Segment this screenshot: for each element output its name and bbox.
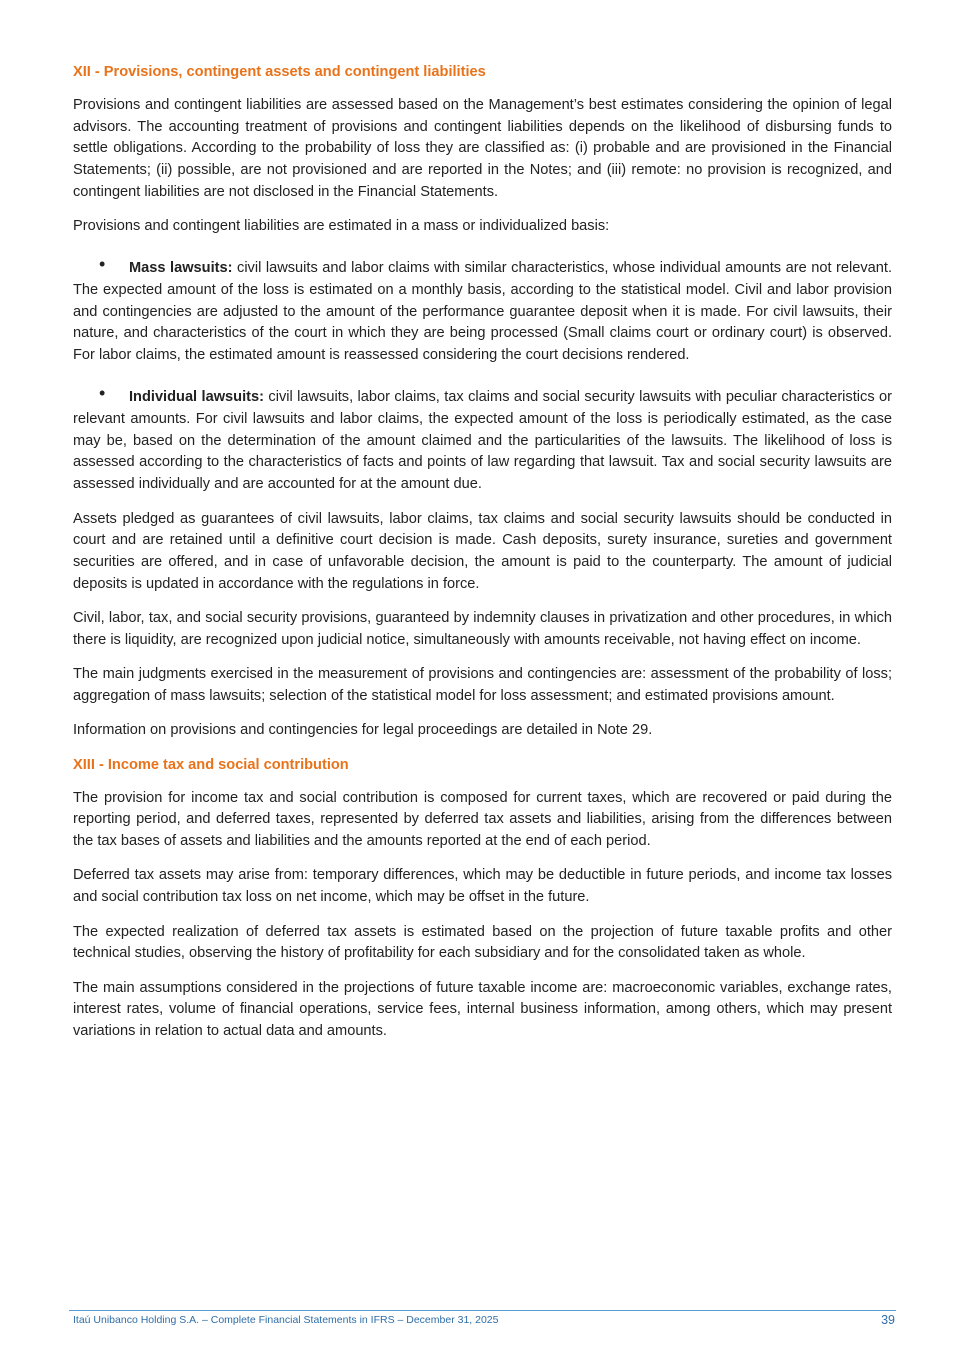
paragraph: The expected realization of deferred tax assets is estimated based on the projection of future taxable profits and other technical studies, observing the history of profitability for each subsidiary and for the consolidated taken as whole.: [73, 923, 892, 962]
bullet-term: Individual lawsuits:: [129, 389, 264, 406]
paragraph: Provisions and contingent liabilities are assessed based on the Management’s best estimates considering the opinion of legal advisors. The accounting treatment of provisions and contingent liabilities depends on the likelihood of disbursing funds to settle obligations. According to the probability of loss they are classified as: (i) probable and are provisioned in the Financial Statements; (ii) possible, are not provisioned and are reported in the Notes; and (iii) remote: no provision is recognized, and contingent liabilities are not disclosed in the Financial Statements.: [73, 96, 892, 200]
paragraph: The main judgments exercised in the measurement of provisions and contingencies are: assessment of the probability of loss; aggregation of mass lawsuits; selection of the statistical model for loss assessment; and estimated provisions amount.: [73, 666, 892, 705]
footer-divider: [69, 1310, 896, 1311]
bullet-text: civil lawsuits and labor claims with similar characteristics, whose individual amounts are not relevant. The expected amount of the loss is estimated on a monthly basis, according to the statistical model. Civil and labor provision and contingencies are adjusted to the amount of the performance guarantee deposit when it is made. For civil lawsuits, their nature, and characteristics of the court in which they are being processed (Small claims court or ordinary court) is observed. For labor claims, the estimated amount is reassessed considering the court decisions rendered.: [73, 260, 892, 364]
bullet-text: civil lawsuits, labor claims, tax claims and social security lawsuits with peculiar characteristics or relevant amounts. For civil lawsuits and labor claims, the expected amount of the loss is periodically estimated, as the case may be, based on the determination of the amount claimed and the particularities of the lawsuits. The likelihood of loss is assessed according to the characteristics of facts and points of law regarding that lawsuit. Tax and social security lawsuits are assessed individually and are accounted for at the amount due.: [73, 389, 893, 493]
paragraph: Information on provisions and contingencies for legal proceedings are detailed in Note 29.: [73, 722, 653, 739]
footer-text: Itaú Unibanco Holding S.A. – Complete Financial Statements in IFRS – December 31, 2025: [73, 1314, 499, 1326]
bullet-item-mass-lawsuits: • Mass lawsuits: civil lawsuits and labor claims with similar characteristics, whose individual amounts are not relevant. The expected amount of the loss is estimated on a monthly basis, according to the statistical model. Civil and labor provision and contingencies are adjusted to the amount of the performance guarantee deposit when it is made. For civil lawsuits, their nature, and characteristics of the court in which they are being processed (Small claims court or ordinary court) is observed. For labor claims, the estimated amount is reassessed considering the court decisions rendered.: [73, 254, 892, 364]
section-heading-income-tax: XIII - Income tax and social contribution: [73, 756, 349, 773]
bullet-item-individual-lawsuits: • Individual lawsuits: civil lawsuits, labor claims, tax claims and social security lawsuits with peculiar characteristics or relevant amounts. For civil lawsuits and labor claims, the expected amount of the loss is periodically estimated, as the case may be, based on the determination of the amount claimed and the particularities of the lawsuits. The likelihood of loss is assessed according to the characteristics of facts and points of law regarding that lawsuit. Tax and social security lawsuits are assessed individually and are accounted for at the amount due.: [73, 383, 893, 493]
paragraph: Provisions and contingent liabilities are estimated in a mass or individualized basis:: [73, 218, 610, 235]
paragraph: Civil, labor, tax, and social security provisions, guaranteed by indemnity clauses in privatization and other procedures, in which there is liquidity, are recognized upon judicial notice, simultaneously with amounts receivable, not having effect on income.: [73, 610, 892, 649]
paragraph: Assets pledged as guarantees of civil lawsuits, labor claims, tax claims and social security lawsuits should be conducted in court and are retained until a definitive court decision is made. Cash deposits, surety insurance, sureties and government securities are offered, and in case of unfavorable decision, the amount is paid to the counterparty. The amount of judicial deposits is updated in accordance with the regulations in force.: [73, 510, 892, 592]
section-heading-provisions: XII - Provisions, contingent assets and contingent liabilities: [73, 64, 486, 80]
paragraph: The main assumptions considered in the projections of future taxable income are: macroeconomic variables, exchange rates, interest rates, volume of financial operations, service fees, internal business information, among others, which may present variations in relation to actual data and amounts.: [73, 979, 892, 1040]
document-body: [73, 62, 892, 1055]
paragraph: The provision for income tax and social contribution is composed for current taxes, which are recovered or paid during the reporting period, and deferred taxes, represented by deferred tax assets and liabilities, arising from the differences between the tax bases of assets and liabilities and the amounts reported at the end of each period.: [73, 789, 892, 850]
paragraph: Deferred tax assets may arise from: temporary differences, which may be deductible in future periods, and income tax losses and social contribution tax loss on net income, which may be offset in the future.: [73, 867, 892, 906]
page-number: 39: [881, 1313, 895, 1327]
bullet-term: Mass lawsuits:: [129, 260, 233, 277]
